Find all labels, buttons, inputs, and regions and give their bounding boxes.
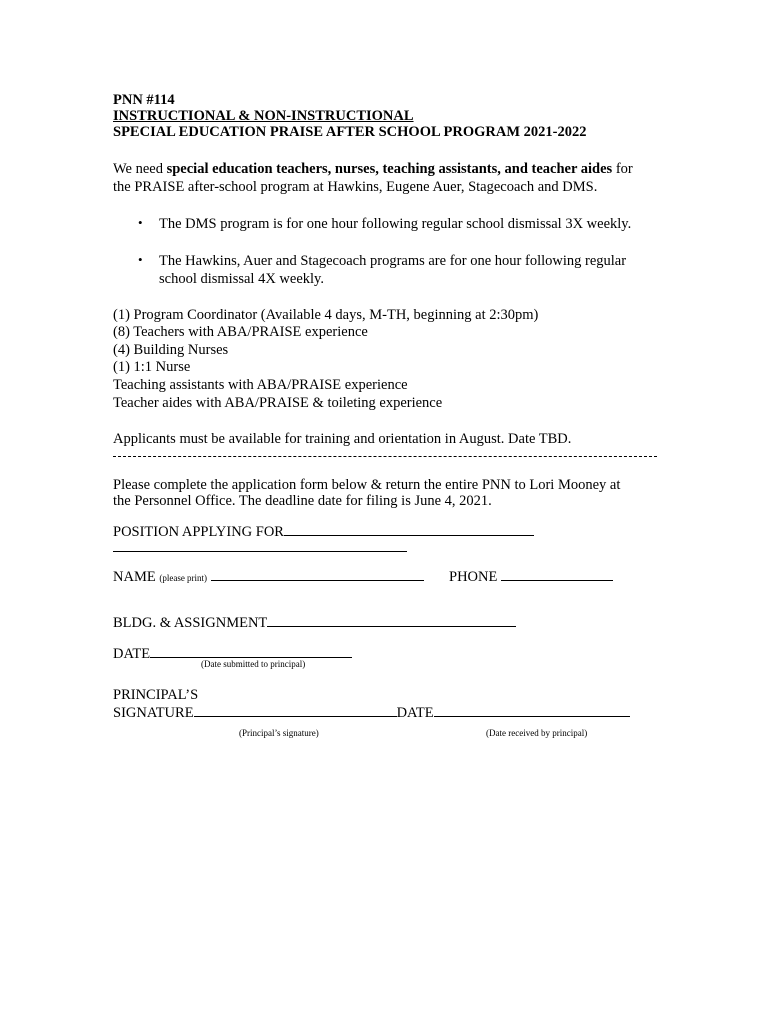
bullet-1-line-1: The DMS program is for one hour following regular school dismissal 3X weekly. — [159, 216, 632, 232]
availability-note: Applicants must be available for training and orientation in August. Date TBD. — [113, 431, 572, 447]
pnn-number: PNN #114 — [113, 92, 175, 108]
date2-field[interactable] — [434, 704, 630, 717]
position-applying-field-line-2[interactable] — [113, 551, 407, 552]
name-field[interactable] — [211, 568, 424, 581]
position-item: (1) 1:1 Nurse — [113, 359, 191, 375]
position-item: (1) Program Coordinator (Available 4 days, M-TH, beginning at 2:30pm) — [113, 307, 539, 323]
intro-line-2: the PRAISE after-school program at Hawkins, Eugene Auer, Stagecoach and DMS. — [113, 179, 598, 195]
position-applying-label: POSITION APPLYING FOR — [113, 524, 284, 540]
instructions-line-1: Please complete the application form below & return the entire PNN to Lori Mooney at — [113, 477, 621, 493]
principal-label: PRINCIPAL’S — [113, 687, 199, 703]
signature-row — [113, 704, 630, 722]
phone-label: PHONE — [449, 569, 498, 585]
instructions-line-2: the Personnel Office. The deadline date for filing is June 4, 2021. — [113, 493, 492, 509]
bullet-2-line-2: school dismissal 4X weekly. — [159, 271, 324, 287]
program-title: SPECIAL EDUCATION PRAISE AFTER SCHOOL PROGRAM 2021-2022 — [113, 124, 587, 140]
intro-prefix: We need — [113, 161, 167, 177]
position-applying-row — [113, 523, 534, 541]
signature-field[interactable] — [194, 704, 397, 717]
date2-hint: (Date received by principal) — [486, 728, 588, 738]
bullet-dot-icon: • — [138, 215, 143, 230]
bullet-2-line-1: The Hawkins, Auer and Stagecoach programs are for one hour following regular — [159, 253, 627, 269]
date-hint: (Date submitted to principal) — [201, 659, 306, 669]
position-applying-field[interactable] — [284, 523, 534, 536]
bldg-field[interactable] — [267, 614, 516, 627]
position-item: (4) Building Nurses — [113, 342, 229, 358]
name-row — [113, 568, 424, 587]
bldg-row — [113, 614, 516, 632]
intro-suffix: for — [612, 161, 633, 177]
dashed-divider — [113, 456, 657, 457]
signature-hint: (Principal’s signature) — [239, 728, 319, 738]
bullet-dot-icon: • — [138, 252, 143, 267]
date2-label: DATE — [396, 705, 434, 721]
name-label: NAME — [113, 569, 156, 585]
date-field[interactable] — [150, 645, 352, 658]
intro-line-1 — [113, 161, 633, 178]
signature-label: SIGNATURE — [113, 705, 194, 721]
bldg-label: BLDG. & ASSIGNMENT — [113, 615, 268, 631]
position-item: Teacher aides with ABA/PRAISE & toileting experience — [113, 395, 443, 411]
date-label: DATE — [113, 646, 151, 662]
position-item: (8) Teachers with ABA/PRAISE experience — [113, 324, 368, 340]
phone-row — [449, 568, 613, 586]
phone-field[interactable] — [501, 568, 613, 581]
position-item: Teaching assistants with ABA/PRAISE experience — [113, 377, 408, 393]
name-hint: (please print) — [159, 573, 208, 583]
intro-bold: special education teachers, nurses, teaching assistants, and teacher aides — [166, 161, 613, 177]
pnn-type: INSTRUCTIONAL & NON-INSTRUCTIONAL — [113, 108, 414, 124]
